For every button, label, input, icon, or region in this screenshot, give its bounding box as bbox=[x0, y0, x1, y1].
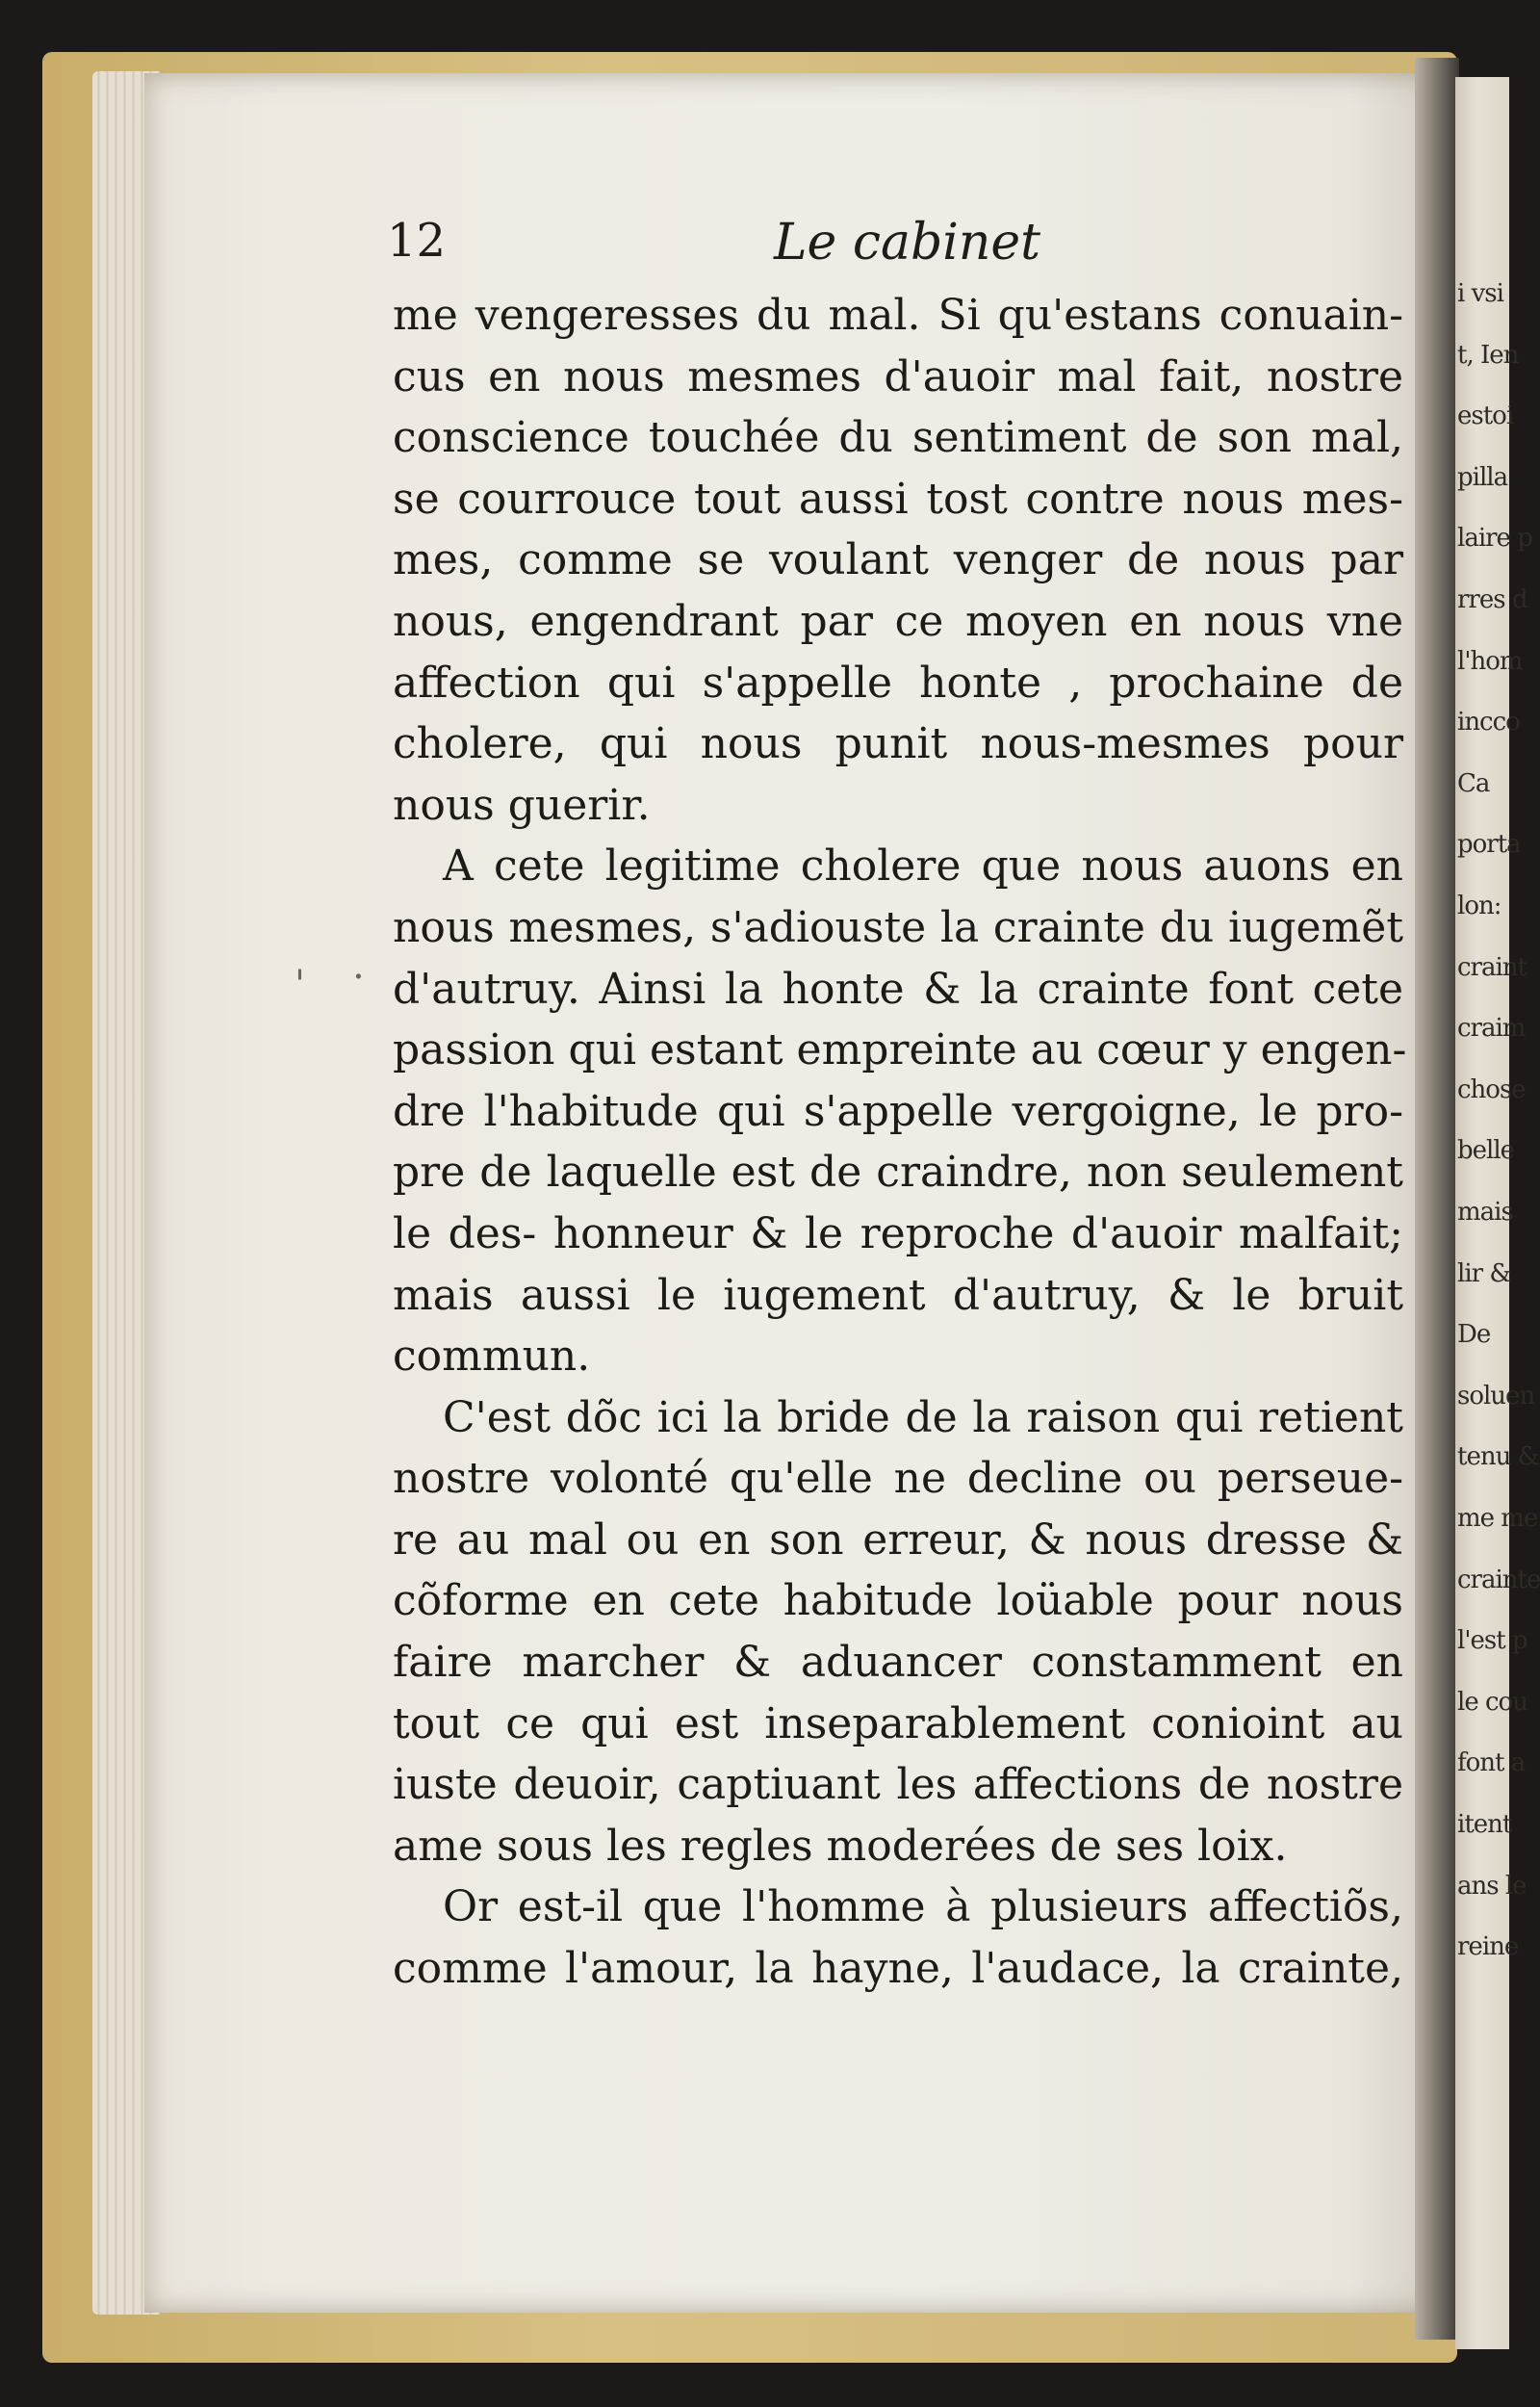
text-line: cus en nous mesmes d'auoir mal fait, nostre bbox=[393, 351, 1403, 401]
facing-page-fragment: l'hom bbox=[1457, 646, 1523, 676]
text-line: nous, engendrant par ce moyen en nous vne bbox=[393, 596, 1403, 646]
facing-page-fragment: itent bbox=[1457, 1810, 1512, 1839]
margin-dot: . bbox=[352, 944, 365, 988]
text-line: tout ce qui est inseparablement conioint au bbox=[393, 1698, 1403, 1748]
facing-page-fragment: porta bbox=[1457, 830, 1521, 860]
text-line: A cete legitime cholere que nous auons en bbox=[443, 841, 1403, 892]
facing-page-fragment: crainte bbox=[1457, 1565, 1540, 1594]
facing-page-fragment: font a bbox=[1457, 1748, 1526, 1778]
facing-page bbox=[1455, 77, 1540, 2349]
facing-page-fragment: craint bbox=[1457, 952, 1527, 982]
text-line: re au mal ou en son erreur, & nous dresse & bbox=[393, 1514, 1403, 1565]
text-line: ame sous les regles moderées de ses loix. bbox=[393, 1821, 1288, 1871]
text-line: affection qui s'appelle honte , prochaine de bbox=[393, 658, 1403, 708]
facing-page-fragment: laire p bbox=[1457, 524, 1532, 554]
text-line: iuste deuoir, captiuant les affections de nostre bbox=[393, 1760, 1403, 1810]
facing-page-fragment: me me bbox=[1457, 1504, 1538, 1533]
facing-page-fragment: incco bbox=[1457, 708, 1520, 738]
text-line: conscience touchée du sentiment de son mal, bbox=[393, 413, 1403, 463]
text-line: nous mesmes, s'adiouste la crainte du iugemẽt bbox=[393, 902, 1403, 952]
facing-page-fragment: ans le bbox=[1457, 1871, 1527, 1901]
text-line: passion qui estant empreinte au cœur y engen- bbox=[393, 1025, 1407, 1075]
facing-page-fragment: tenu & bbox=[1457, 1442, 1539, 1472]
text-line: d'autruy. Ainsi la honte & la crainte font cete bbox=[393, 964, 1403, 1014]
book-gutter bbox=[1415, 58, 1459, 2340]
text-line: commun. bbox=[393, 1332, 591, 1382]
text-line: se courrouce tout aussi tost contre nous mes- bbox=[393, 474, 1403, 524]
margin-dot: ' bbox=[295, 963, 305, 1007]
text-line: dre l'habitude qui s'appelle vergoigne, le pro- bbox=[393, 1086, 1403, 1136]
facing-page-fragment: reine bbox=[1457, 1932, 1519, 1962]
facing-page-fragment: pilla bbox=[1457, 462, 1508, 492]
page-header bbox=[387, 214, 1407, 272]
facing-page-fragment: mais bbox=[1457, 1198, 1513, 1227]
facing-page-fragment: t, Ien bbox=[1457, 340, 1519, 370]
facing-page-fragment: Ca bbox=[1457, 768, 1490, 798]
text-line: nostre volonté qu'elle ne decline ou perseue- bbox=[393, 1454, 1403, 1504]
facing-page-fragment: rres d bbox=[1457, 585, 1527, 614]
text-line: Or est-il que l'homme à plusieurs affectiõs, bbox=[443, 1882, 1403, 1932]
text-line: nous guerir. bbox=[393, 780, 651, 830]
text-line: cõforme en cete habitude loüable pour nous bbox=[393, 1576, 1403, 1626]
facing-page-fragment: estoi bbox=[1457, 401, 1514, 431]
facing-page-fragment: lon: bbox=[1457, 892, 1502, 920]
facing-page-fragment: le cou bbox=[1457, 1687, 1527, 1717]
text-line: mais aussi le iugement d'autruy, & le bruit bbox=[393, 1270, 1403, 1320]
facing-page-fragment: i vsi bbox=[1457, 279, 1503, 308]
text-line: faire marcher & aduancer constamment en bbox=[393, 1638, 1403, 1688]
page-number: 12 bbox=[387, 214, 447, 268]
running-head: Le cabinet bbox=[774, 214, 1041, 272]
facing-page-fragment: chose bbox=[1457, 1074, 1526, 1104]
facing-page-fragment: l'est p bbox=[1457, 1626, 1527, 1656]
facing-page-fragment: De bbox=[1457, 1320, 1491, 1350]
body-text bbox=[393, 285, 1407, 2000]
text-line: C'est dõc ici la bride de la raison qui retient bbox=[443, 1392, 1403, 1442]
text-line: pre de laquelle est de craindre, non seulement bbox=[393, 1148, 1403, 1198]
facing-page-fragment: craim bbox=[1457, 1014, 1526, 1044]
text-line: comme l'amour, la hayne, l'audace, la crainte, bbox=[393, 1944, 1403, 1994]
text-line: me vengeresses du mal. Si qu'estans conuain- bbox=[393, 291, 1403, 340]
text-line: cholere, qui nous punit nous-mesmes pour bbox=[393, 719, 1403, 769]
facing-page-fragment: lir & bbox=[1457, 1258, 1511, 1288]
text-line: le des- honneur & le reproche d'auoir malfait; bbox=[393, 1208, 1403, 1258]
facing-page-fragment: belle bbox=[1457, 1136, 1515, 1166]
facing-page-fragment: soluen bbox=[1457, 1381, 1535, 1411]
text-line: mes, comme se voulant venger de nous par bbox=[393, 535, 1403, 585]
